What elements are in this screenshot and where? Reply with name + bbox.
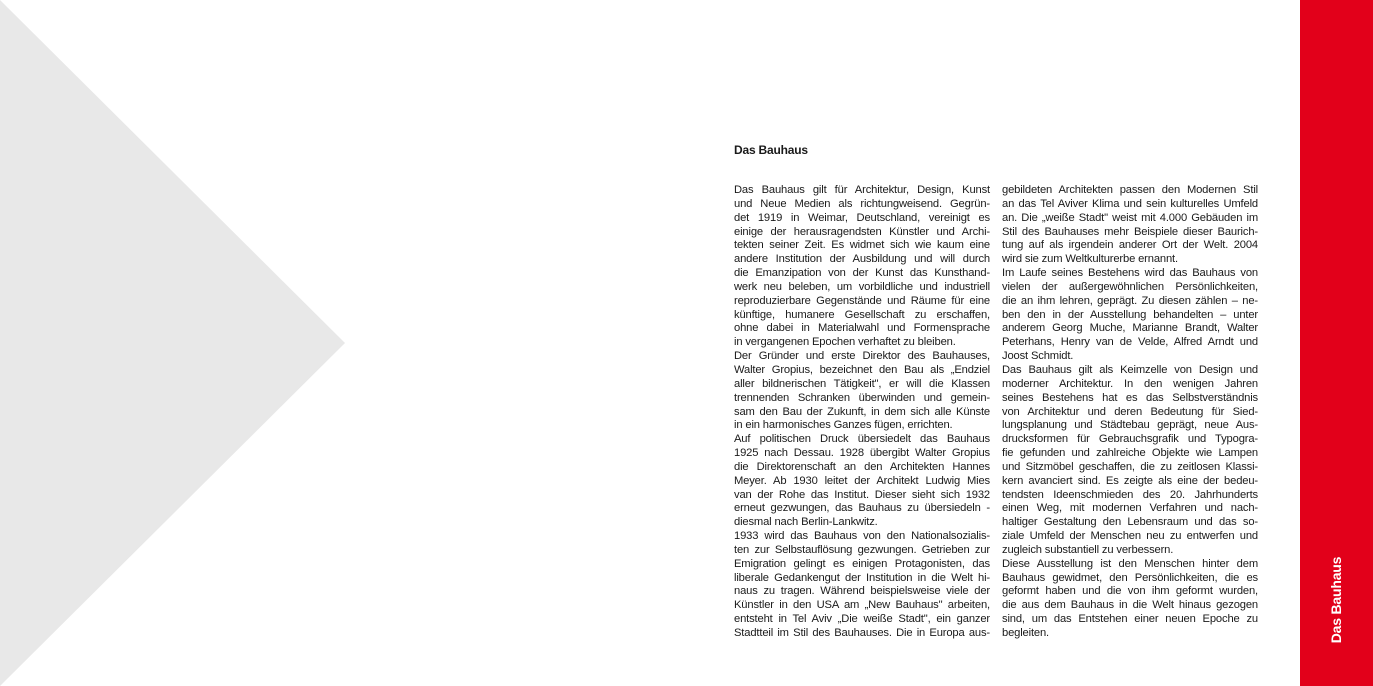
text-line: zugleich substantiell zu verbessern. xyxy=(1002,543,1174,556)
text-line: van der Rohe das Institut. Dieser sieht sich 1932 xyxy=(734,488,990,501)
text-line: Emigration gelingt es einigen Protagonisten, das xyxy=(734,557,990,570)
text-line: kern avanciert sind. Es zeigte als eine der bedeu- xyxy=(1002,474,1258,487)
text-line: Auf politischen Druck übersiedelt das Bauhaus xyxy=(734,433,990,446)
text-line: liberale Gedankengut der Institution in die Welt hi- xyxy=(734,571,990,584)
text-line: moderner Architektur. In den wenigen Jahren xyxy=(1002,377,1258,390)
text-line: 1933 wird das Bauhaus von den Nationalsozialis- xyxy=(734,530,990,543)
text-line: künftige, humanere Gesellschaft zu erschaffen, xyxy=(734,308,990,321)
text-line: Das Bauhaus gilt als Keimzelle von Design und xyxy=(1002,363,1258,376)
text-line: sind, um das Entstehen einer neuen Epoche zu xyxy=(1002,613,1258,626)
text-line: Walter Gropius, bezeichnet den Bau als „Endziel xyxy=(734,363,990,376)
text-line: det 1919 in Weimar, Deutschland, vereinigt es xyxy=(734,211,990,224)
text-line: seines Bestehens hat es das Selbstverständnis xyxy=(1002,391,1258,404)
text-line: entsteht in Tel Aviv „Die weiße Stadt", ein ganzer xyxy=(734,613,990,626)
text-line: ohne dabei in Materialwahl und Formensprache xyxy=(734,322,990,335)
text-line: anderem Georg Muche, Marianne Brandt, Walter xyxy=(1002,322,1258,335)
text-line: ben den in der Ausstellung behandelten – unter xyxy=(1002,308,1258,321)
text-line: ten zur Selbstauflösung gezwungen. Getrieben zur xyxy=(734,543,990,556)
text-line: Stil des Bauhauses mehr Beispiele dieser Baurich- xyxy=(1002,225,1258,238)
section-tab-label: Das Bauhaus xyxy=(1328,556,1344,644)
text-line: in ein harmonisches Ganzes fügen, errichten. xyxy=(734,419,953,432)
text-line: Peterhans, Henry van de Velde, Alfred Arndt und xyxy=(1002,336,1258,349)
text-line: die an ihm lehren, geprägt. Zu diesen zählen – ne- xyxy=(1002,294,1258,307)
text-line: tung auf als irgendein anderer Ort der Welt. 2004 xyxy=(1002,239,1258,252)
text-line: die aus dem Bauhaus in die Welt hinaus gezogen xyxy=(1002,599,1258,612)
text-line: tendsten Ideenschmieden des 20. Jahrhunderts xyxy=(1002,488,1258,501)
text-line: die Emanzipation von der Kunst das Kunsthand- xyxy=(734,267,990,280)
text-line: vielen der außergewöhnlichen Persönlichkeiten, xyxy=(1002,280,1258,293)
text-line: drucksformen für Gebrauchsgrafik und Typogra- xyxy=(1002,433,1258,446)
text-line: einige der herausragendsten Künstler und Archi- xyxy=(734,225,990,238)
text-line: haltiger Gestaltung den Lebensraum und das so- xyxy=(1002,516,1258,529)
text-line: und Neue Medien als richtungweisend. Gegrün- xyxy=(734,197,990,210)
text-line: Im Laufe seines Bestehens wird das Bauhaus von xyxy=(1002,267,1258,280)
text-line: Diese Ausstellung ist den Menschen hinter dem xyxy=(1002,557,1258,570)
text-line: Stadtteil im Stil des Bauhauses. Die in Europa aus- xyxy=(734,627,990,639)
text-line: 1925 nach Dessau. 1928 übergibt Walter Gropius xyxy=(734,447,990,460)
section-tab xyxy=(1300,0,1373,686)
text-line: Bauhaus gewidmet, den Persönlichkeiten, die es xyxy=(1002,571,1258,584)
text-line: sam den Bau der Zukunft, in dem sich alle Künste xyxy=(734,405,990,418)
text-line: tekten seiner Zeit. Es widmet sich wie kaum eine xyxy=(734,239,990,252)
text-line: die Direktorenschaft an den Architekten Hannes xyxy=(734,460,990,473)
text-line: naus zu tragen. Während beispielsweise viele der xyxy=(734,585,990,598)
page-title: Das Bauhaus xyxy=(734,143,808,157)
text-line: Joost Schmidt. xyxy=(1002,350,1074,363)
text-line: werk neu beleben, um vorbildliche und industriell xyxy=(734,280,990,293)
text-line: in vergangenen Epochen verhaftet zu bleiben. xyxy=(734,336,956,349)
text-line: Meyer. Ab 1930 leitet der Architekt Ludwig Mies xyxy=(734,474,990,487)
text-line: Das Bauhaus gilt für Architektur, Design, Kunst xyxy=(734,184,990,196)
text-column-left xyxy=(734,184,990,641)
text-line: lungsplanung und Städtebau geprägt, neue Aus- xyxy=(1002,419,1258,432)
text-line: erneut gezwungen, das Bauhaus zu übersiedeln - xyxy=(734,502,990,515)
text-line: von Architektur und deren Bedeutung für Sied- xyxy=(1002,405,1258,418)
text-line: an. Die „weiße Stadt" weist mit 4.000 Gebäuden im xyxy=(1002,211,1258,224)
text-line: gebildeten Architekten passen den Modernen Stil xyxy=(1002,184,1258,196)
text-line: und Sitzmöbel geschaffen, die zu zeitlosen Klassi- xyxy=(1002,460,1258,473)
text-line: an das Tel Aviver Klima und sein kulturelles Umfeld xyxy=(1002,197,1258,210)
text-line: Künstler in den USA am „New Bauhaus" arbeiten, xyxy=(734,599,990,612)
chevron-shape xyxy=(0,0,345,686)
text-line: Der Gründer und erste Direktor des Bauhauses, xyxy=(734,350,990,363)
text-line: geformt haben und die von ihm geformt wurden, xyxy=(1002,585,1258,598)
text-line: ziale Umfeld der Menschen neu zu entwerfen und xyxy=(1002,530,1258,543)
text-line: einen Weg, mit modernen Verfahren und nach- xyxy=(1002,502,1258,515)
text-line: diesmal nach Berlin-Lankwitz. xyxy=(734,516,878,529)
text-line: aller bildnerischen Tätigkeit", er will die Klassen xyxy=(734,377,990,390)
text-column-right xyxy=(1002,184,1258,641)
text-line: andere Institution der Ausbildung und will durch xyxy=(734,253,990,266)
text-line: trennenden Schranken überwinden und gemein- xyxy=(734,391,990,404)
text-line: wird sie zum Weltkulturerbe ernannt. xyxy=(1002,253,1178,266)
text-line: reproduzierbare Gegenstände und Räume für eine xyxy=(734,294,990,307)
text-line: begleiten. xyxy=(1002,627,1050,639)
text-line: fie gefunden und zahlreiche Objekte wie Lampen xyxy=(1002,447,1258,460)
